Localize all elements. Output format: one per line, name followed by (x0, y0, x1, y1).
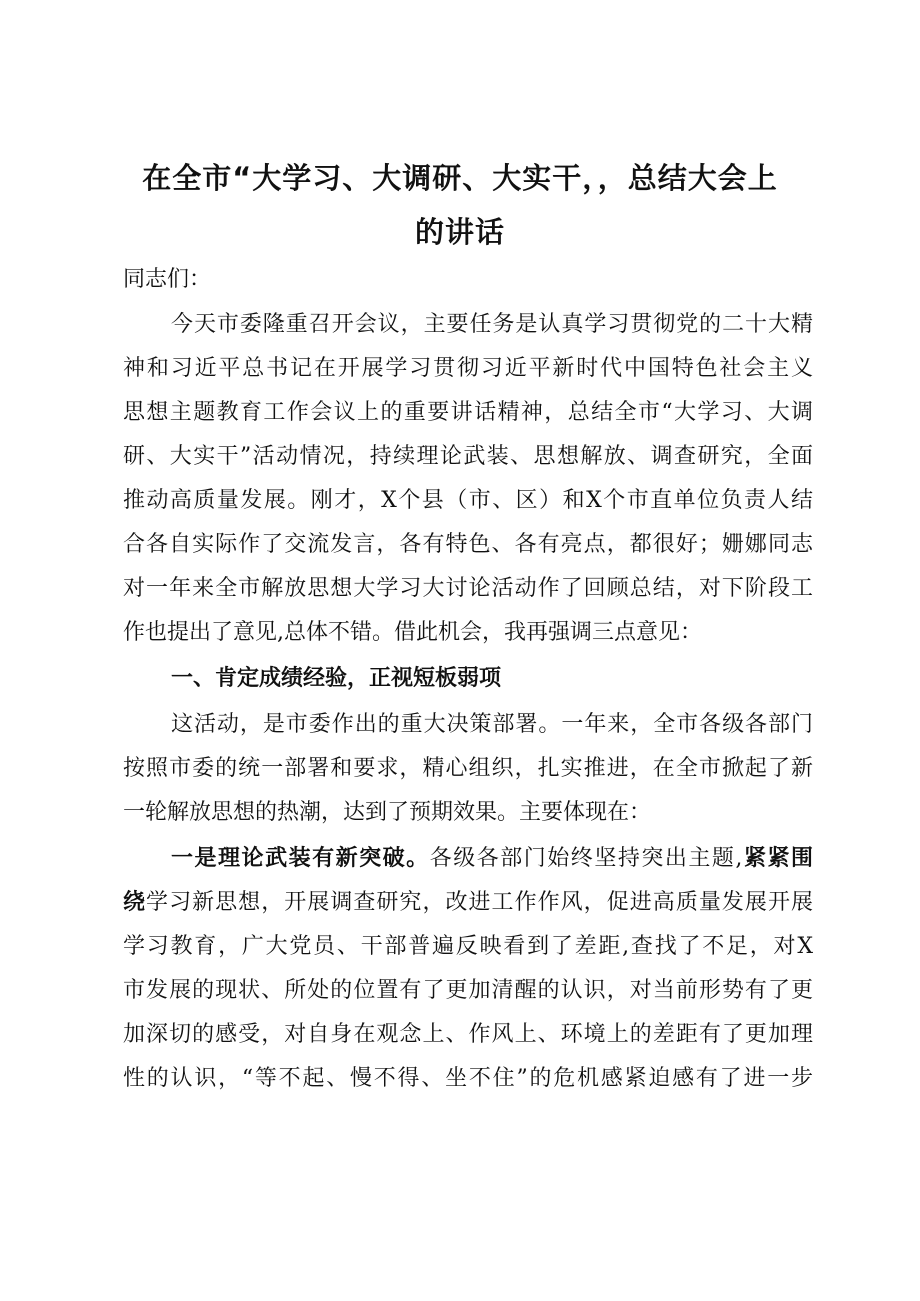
paragraph-line: 加深切的感受，对自身在观念上、作风上、环境上的差距有了更加理 (123, 1022, 813, 1047)
document-title-line-1: 在全市“大学习、大调研、大实干，，总结大会上 (142, 161, 778, 195)
point-lead-bold-tail: 紧紧围 (742, 846, 813, 871)
paragraph-line: 这活动，是市委作出的重大决策部署。一年来，全市各级各部门 (171, 712, 813, 737)
section-heading: 一、肯定成绩经验，正视短板弱项 (171, 666, 502, 691)
salutation: 同志们： (123, 267, 212, 292)
point-line-bold: 绕 (123, 890, 147, 915)
paragraph-line: 推动高质量发展。刚才，X个县（市、区）和X个市直单位负责人结 (123, 488, 813, 513)
point-lead-line (171, 839, 813, 879)
paragraph-line: 研、大实干”活动情况，持续理论武装、思想解放、调查研究，全面 (123, 444, 813, 469)
paragraph-line: 一轮解放思想的热潮，达到了预期效果。主要体现在： (123, 800, 652, 825)
paragraph-line: 学习教育，广大党员、干部普遍反映看到了差距,查找了不足，对X (123, 934, 813, 959)
paragraph-line: 合各自实际作了交流发言，各有特色、各有亮点，都很好；姗娜同志 (123, 532, 813, 557)
paragraph-line: 市发展的现状、所处的位置有了更加清醒的认识，对当前形势有了更 (123, 978, 813, 1003)
paragraph-line: 对一年来全市解放思想大学习大讨论活动作了回顾总结，对下阶段工 (123, 576, 813, 601)
paragraph-line: 思想主题教育工作会议上的重要讲话精神，总结全市“大学习、大调 (123, 400, 813, 425)
point-lead-text: 各级各部门始终坚持突出主题, (429, 846, 743, 871)
point-lead-bold: 一是理论武装有新突破。 (171, 846, 430, 871)
point-line-text: 学习新思想，开展调查研究，改进工作作风，促进高质量发展开展 (146, 890, 813, 915)
document-title-line-2: 的讲话 (414, 215, 505, 249)
paragraph-line: 今天市委隆重召开会议，主要任务是认真学习贯彻党的二十大精 (171, 312, 813, 337)
paragraph-line: 按照市委的统一部署和要求，精心组织，扎实推进，在全市掀起了新 (123, 756, 813, 781)
paragraph-line: 性的认识，“等不起、慢不得、坐不住”的危机感紧迫感有了进一步 (123, 1066, 813, 1091)
paragraph-line: 神和习近平总书记在开展学习贯彻习近平新时代中国特色社会主义 (123, 356, 813, 381)
paragraph-line: 作也提出了意见,总体不错。借此机会，我再强调三点意见： (123, 620, 702, 645)
paragraph-line (123, 883, 813, 923)
